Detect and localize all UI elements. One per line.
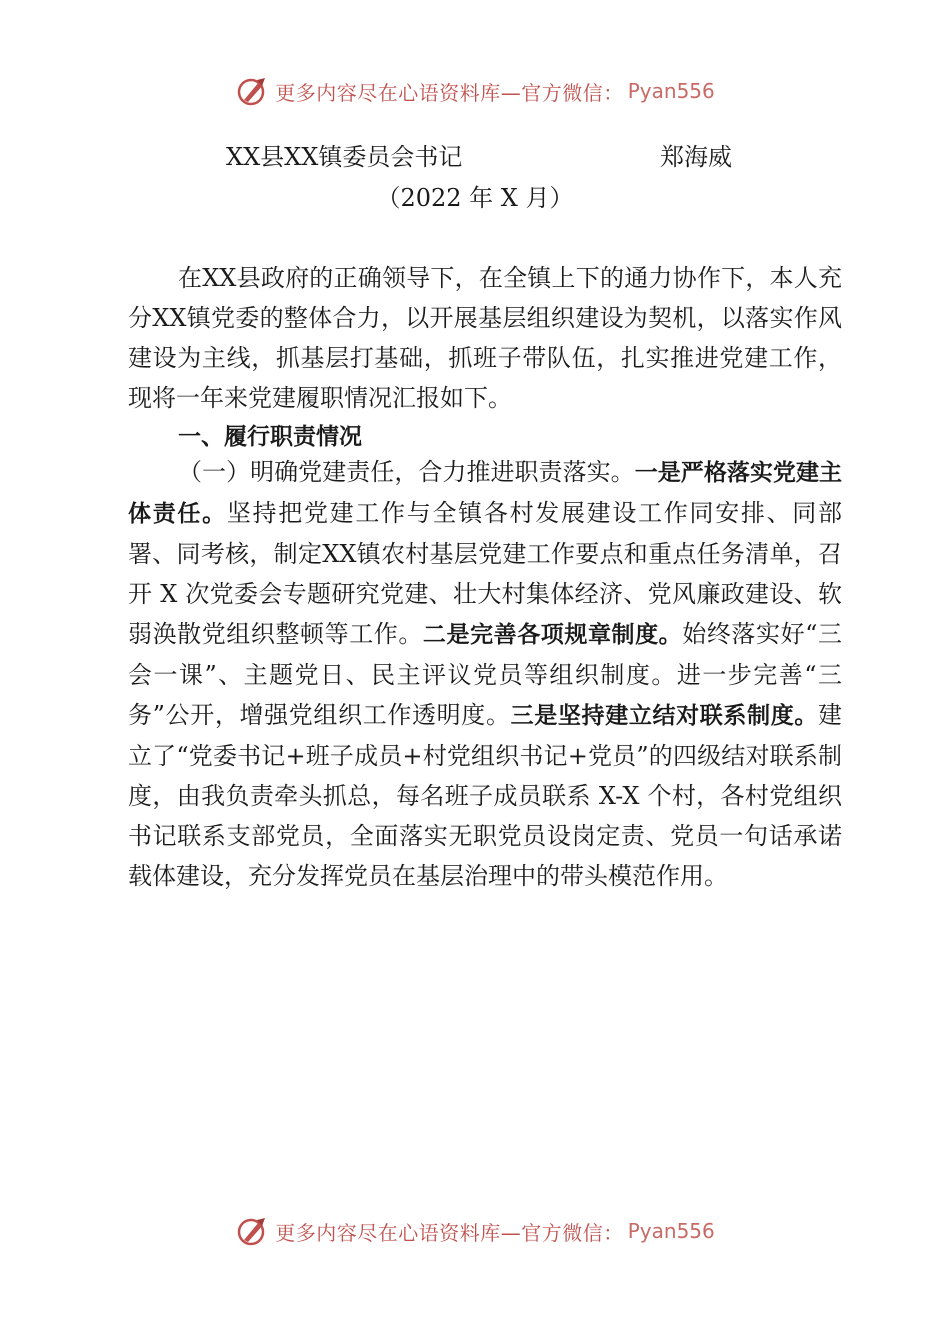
pen-circle-logo-icon (235, 1214, 269, 1248)
point-3-text: 建立了“党委书记+班子成员+村党组织书记+党员”的四级结对联系制度，由我负责牵头抓总，每名班子成员联系 X-X 个村，各村党组织书记联系支部党员，全面落实无职党员设岗定责、党员一句话承诺载体建设，充分发挥党员在基层治理中的带头模范作用。 (128, 701, 843, 890)
point-1-title: 一是严格落实党建主体责任。 (128, 460, 842, 527)
point-1-text: 坚持把党建工作与全镇各村发展建设工作同安排、同部署、同考核，制定XX镇农村基层党建工作要点和重点任务清单，召开 X 次党委会专题研究党建、壮大村集体经济、党风廉政建设、软弱涣散党组织整顿等工作。 (128, 499, 843, 648)
watermark-id: Pyan556 (627, 1219, 715, 1243)
point-3-title: 三是坚持建立结对联系制度。 (510, 703, 819, 729)
point-2-title: 二是完善各项规章制度。 (422, 622, 683, 648)
watermark-text: 更多内容尽在心语资料库—官方微信： (275, 80, 624, 105)
watermark-text: 更多内容尽在心语资料库—官方微信： (275, 1220, 624, 1245)
report-date: （2022 年 X 月） (376, 184, 574, 212)
point-2-text: 始终落实好“三会一课”、主题党日、民主评议党员等组织制度。进一步完善“三务”公开，增强党组织工作透明度。 (128, 620, 842, 729)
watermark-id: Pyan556 (627, 79, 715, 103)
author-position: XX县XX镇委员会书记 (226, 143, 463, 171)
watermark-bottom (0, 1214, 950, 1248)
section-paragraph (128, 452, 842, 896)
intro-paragraph: 在XX县政府的正确领导下，在全镇上下的通力协作下，本人充分XX镇党委的整体合力，以开展基层组织建设为契机，以落实作风建设为主线，抓基层打基础，抓班子带队伍，扎实推进党建工作，现将一年来党建履职情况汇报如下。 (128, 264, 842, 412)
author-line (0, 137, 950, 169)
pen-circle-logo-icon (235, 74, 269, 108)
subsection-title: （一）明确党建责任，合力推进职责落实。 (178, 458, 635, 486)
section-heading: 一、履行职责情况 (178, 424, 362, 450)
watermark-top (0, 74, 950, 108)
author-name: 郑海威 (660, 143, 732, 171)
